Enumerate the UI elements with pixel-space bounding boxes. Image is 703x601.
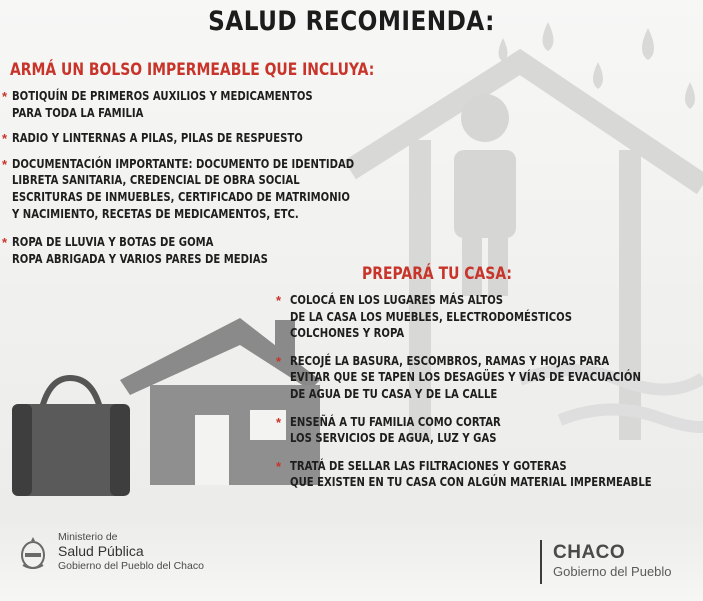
item-line: EVITAR QUE SE TAPEN LOS DESAGÜES Y VÍAS DE EVACUACIÓN — [290, 369, 641, 385]
bullet-icon: * — [276, 353, 282, 369]
item-line: LIBRETA SANITARIA, CREDENCIAL DE OBRA SOCIAL — [12, 172, 300, 188]
item-line: ESCRITURAS DE INMUEBLES, CERTIFICADO DE MATRIMONIO — [12, 188, 350, 204]
list-item — [2, 88, 440, 121]
list-item — [276, 292, 703, 342]
bag-items-list — [2, 88, 440, 276]
item-line: ROPA DE LLUVIA Y BOTAS DE GOMA — [12, 234, 214, 250]
brand-subtitle: Gobierno del Pueblo — [553, 564, 672, 579]
logo-divider — [540, 540, 542, 584]
item-line: ENSEÑÁ A TU FAMILIA COMO CORTAR — [290, 413, 501, 429]
house-section-heading: PREPARÁ TU CASA: — [362, 264, 512, 284]
item-line: LOS SERVICIOS DE AGUA, LUZ Y GAS — [290, 430, 497, 446]
bullet-icon: * — [276, 458, 282, 474]
bullet-icon: * — [2, 235, 8, 251]
list-item — [276, 414, 703, 447]
ministry-line1: Ministerio de — [58, 531, 118, 543]
item-line: DOCUMENTACIÓN IMPORTANTE: DOCUMENTO DE IDENTIDAD — [12, 155, 355, 171]
duffel-bag-icon — [12, 378, 130, 496]
item-line: BOTIQUÍN DE PRIMEROS AUXILIOS Y MEDICAMENTOS — [12, 88, 313, 103]
list-item — [276, 458, 703, 491]
item-line: Y NACIMIENTO, RECETAS DE MEDICAMENTOS, ETC. — [12, 205, 299, 221]
item-line: PARA TODA LA FAMILIA — [12, 104, 144, 120]
brand-name: CHACO — [553, 542, 626, 563]
ministry-name — [58, 531, 204, 573]
item-line: COLCHONES Y ROPA — [290, 325, 405, 341]
item-line: TRATÁ DE SELLAR LAS FILTRACIONES Y GOTERAS — [290, 457, 567, 473]
item-line: DE AGUA DE TU CASA Y DE LA CALLE — [290, 385, 498, 401]
bullet-icon: * — [2, 89, 8, 104]
raindrop-icon — [685, 82, 695, 109]
bag-section-heading: ARMÁ UN BOLSO IMPERMEABLE QUE INCLUYA: — [10, 60, 375, 80]
list-item — [276, 353, 703, 403]
house-items-list — [276, 292, 703, 502]
item-line: QUE EXISTEN EN TU CASA CON ALGÚN MATERIAL IMPERMEABLE — [290, 474, 652, 490]
item-line: COLOCÁ EN LOS LUGARES MÁS ALTOS — [290, 292, 504, 307]
item-line: DE LA CASA LOS MUEBLES, ELECTRODOMÉSTICOS — [290, 308, 572, 324]
list-item — [2, 130, 440, 147]
ministry-line3: Gobierno del Pueblo del Chaco — [58, 560, 204, 572]
item-line: RADIO Y LINTERNAS A PILAS, PILAS DE RESPUESTO — [12, 130, 303, 146]
bullet-icon: * — [276, 414, 282, 430]
item-line: ROPA ABRIGADA Y VARIOS PARES DE MEDIAS — [12, 250, 268, 266]
page-title: SALUD RECOMIENDA: — [208, 6, 495, 37]
raindrop-icon — [593, 62, 603, 89]
list-item — [2, 156, 440, 222]
bullet-icon: * — [276, 293, 282, 308]
chaco-brand — [553, 542, 672, 580]
list-item — [2, 234, 440, 267]
ministry-line2: Salud Pública — [58, 543, 144, 559]
coat-of-arms-icon — [18, 535, 48, 571]
bullet-icon: * — [2, 156, 8, 172]
item-line: RECOJÉ LA BASURA, ESCOMBROS, RAMAS Y HOJAS PARA — [290, 352, 610, 368]
bullet-icon: * — [2, 131, 8, 147]
